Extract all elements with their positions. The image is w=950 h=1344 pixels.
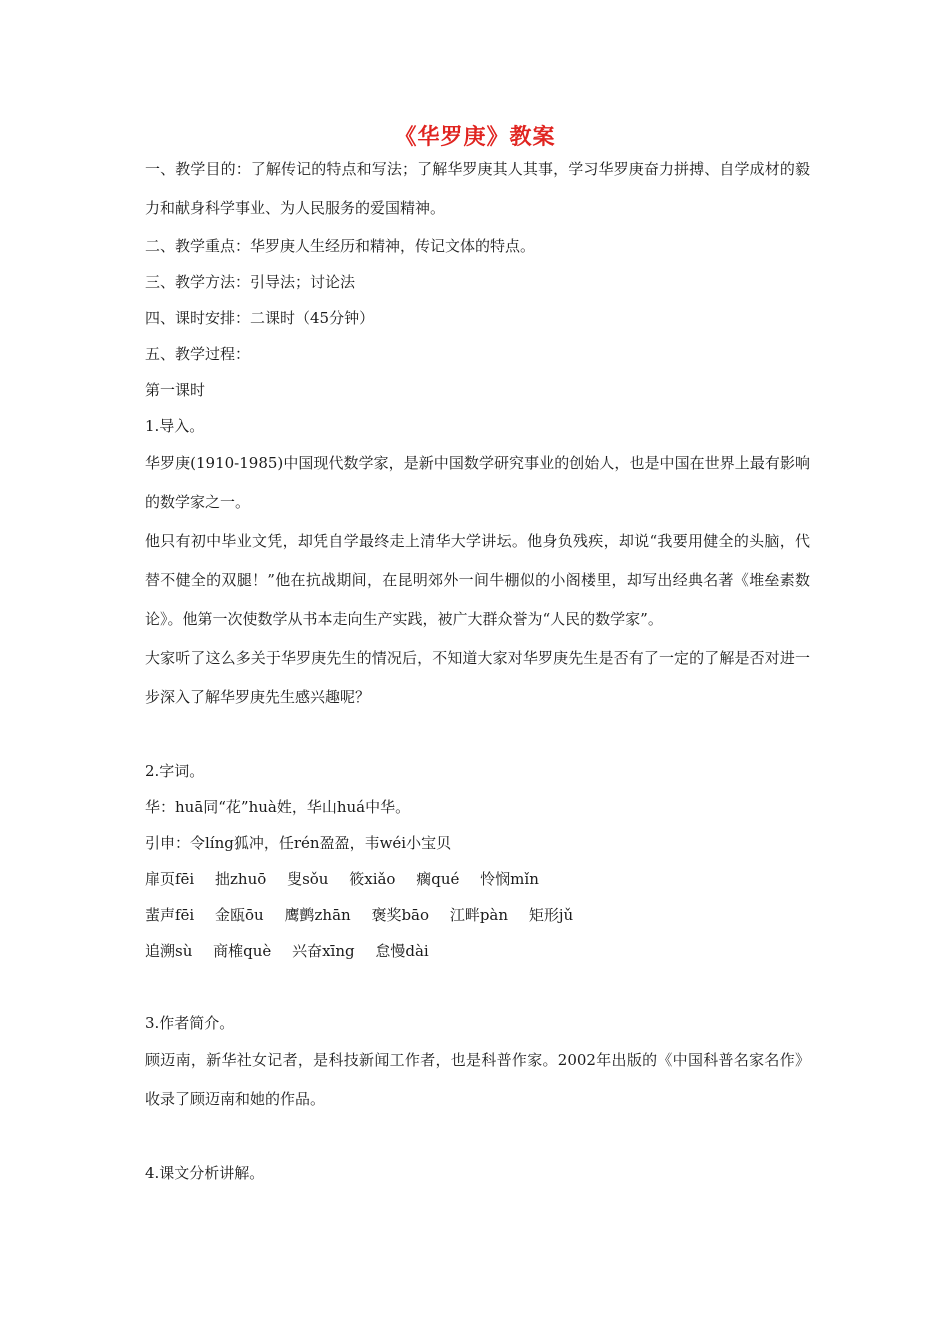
vocab-yinshen: 引申：令líng狐冲，任rén盈盈，韦wéi小宝贝 (145, 834, 452, 852)
section-analysis-heading: 4.课文分析讲解。 (145, 1164, 265, 1182)
vocab-word: 商榷què (213, 942, 272, 960)
spacer (145, 717, 810, 753)
class-schedule: 四、课时安排：二课时（45分钟） (145, 309, 375, 327)
vocab-word: 怠慢dài (375, 942, 429, 960)
vocab-word: 褒奖bāo (371, 906, 430, 924)
section-vocab-heading: 2.字词。 (145, 762, 205, 780)
intro-paragraph-1: 华罗庚(1910-1985)中国现代数学家，是新中国数学研究事业的创始人，也是中国在世界上最有影响的数学家之一。 (145, 454, 810, 511)
teaching-focus: 二、教学重点：华罗庚人生经历和精神，传记文体的特点。 (145, 237, 536, 255)
vocab-word: 拙zhuō (215, 870, 267, 888)
vocab-word: 兴奋xīng (292, 942, 355, 960)
teaching-process: 五、教学过程： (145, 345, 251, 363)
author-paragraph: 顾迈南，新华社女记者，是科技新闻工作者，也是科普作家。2002年出版的《中国科普名家名作》收录了顾迈南和她的作品。 (145, 1051, 810, 1108)
lesson-one-heading: 第一课时 (145, 381, 206, 399)
section-author-heading: 3.作者简介。 (145, 1014, 235, 1032)
vocab-word: 蜚声fēi (145, 906, 195, 924)
document-title: 《华罗庚》教案 (394, 125, 556, 150)
vocab-word: 筱xiǎo (349, 870, 396, 888)
section-intro-heading: 1.导入。 (145, 417, 205, 435)
vocab-word: 瘸qué (416, 870, 460, 888)
vocab-word: 追溯sù (145, 942, 193, 960)
teaching-method: 三、教学方法：引导法；讨论法 (145, 273, 356, 291)
vocab-row-2 (145, 897, 810, 933)
vocab-hua: 华：huā同“花”huà姓，华山huá中华。 (145, 798, 411, 816)
spacer (145, 969, 810, 1005)
vocab-word: 叟sǒu (287, 870, 329, 888)
vocab-word: 金瓯ōu (215, 906, 264, 924)
vocab-word: 矩形jǔ (528, 906, 574, 924)
vocab-word: 鹰鹯zhān (284, 906, 351, 924)
teaching-goal: 一、教学目的：了解传记的特点和写法；了解华罗庚其人其事，学习华罗庚奋力拼搏、自学成材的毅力和献身科学事业、为人民服务的爱国精神。 (145, 160, 810, 217)
vocab-row-1 (145, 861, 810, 897)
vocab-row-3 (145, 933, 810, 969)
intro-paragraph-2: 他只有初中毕业文凭，却凭自学最终走上清华大学讲坛。他身负残疾，却说“我要用健全的头脑，代替不健全的双腿！”他在抗战期间，在昆明郊外一间牛棚似的小阁楼里，却写出经典名著《堆垒素数论》。他第一次使数学从书本走向生产实践，被广大群众誉为“人民的数学家”。 (145, 532, 810, 628)
vocab-word: 扉页fēi (145, 870, 195, 888)
vocab-word: 怜悯mǐn (480, 870, 539, 888)
spacer (145, 1119, 810, 1155)
vocab-word: 江畔pàn (449, 906, 509, 924)
intro-paragraph-3: 大家听了这么多关于华罗庚先生的情况后，不知道大家对华罗庚先生是否有了一定的了解是否对进一步深入了解华罗庚先生感兴趣呢？ (145, 649, 810, 706)
document-body (145, 150, 810, 1191)
